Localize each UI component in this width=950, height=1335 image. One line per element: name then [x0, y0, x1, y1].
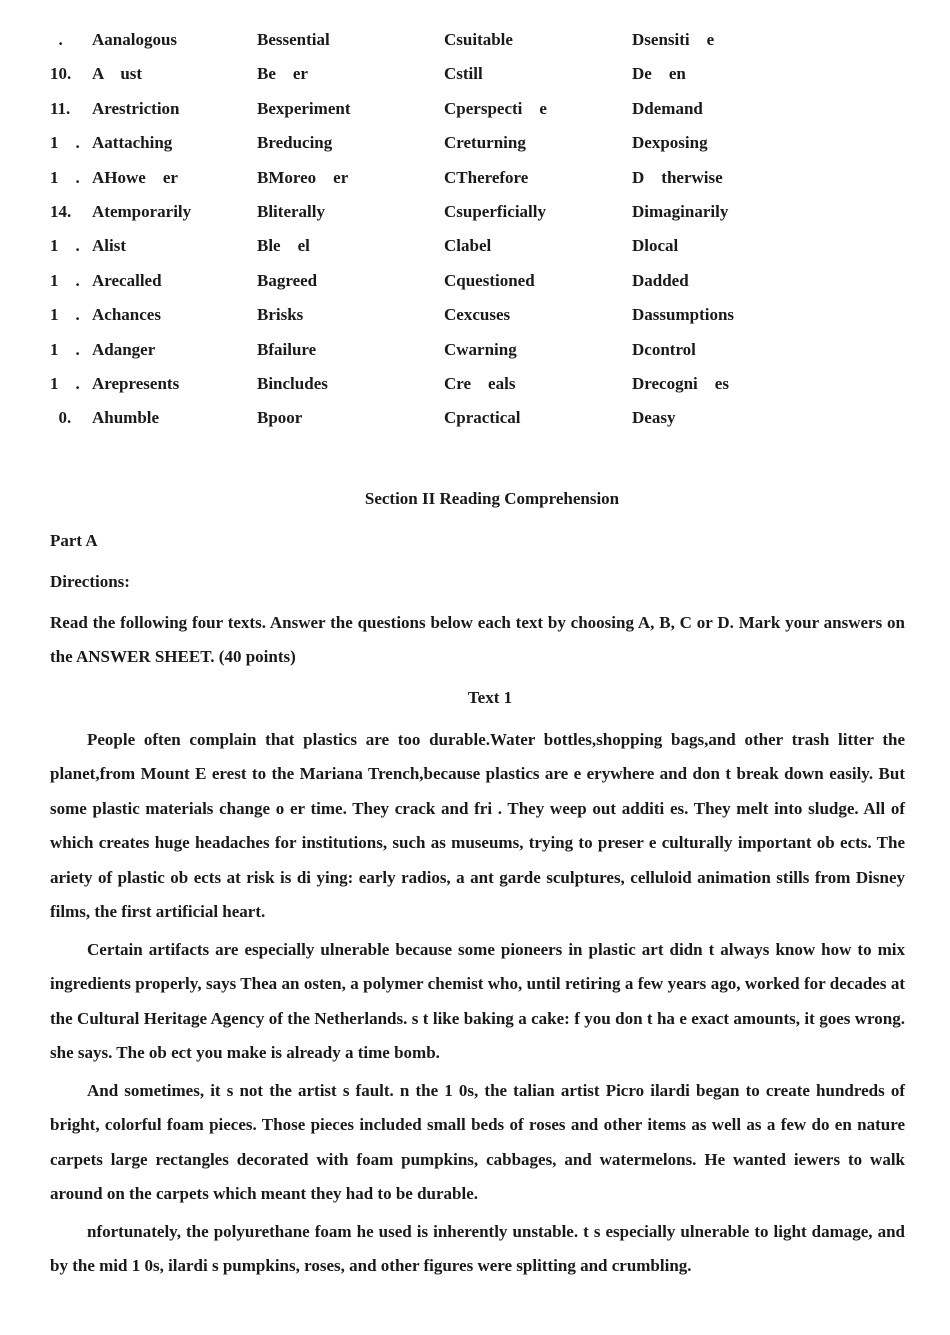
option-a: Adanger — [92, 339, 156, 359]
option-c: Cstill — [444, 64, 483, 84]
option-d: Dlocal — [632, 236, 679, 256]
cloze-options-table — [0, 26, 950, 439]
option-a: Atemporarily — [92, 201, 192, 221]
option-a: Ahumble — [92, 408, 160, 428]
option-row — [0, 404, 950, 438]
option-d: Drecogni es — [632, 373, 729, 393]
directions-text: Read the following four texts. Answer the questions below each text by choosing A, B, C or D. Mark your answers on the ANSWER SHEET. (40 points) — [50, 613, 905, 667]
option-row — [0, 164, 950, 198]
option-b: Be er — [257, 64, 308, 84]
option-a: Arecalled — [92, 270, 162, 290]
option-d: Deasy — [632, 408, 676, 428]
option-b: Bexperiment — [257, 98, 351, 118]
option-c: Clabel — [444, 236, 492, 256]
option-d: Dassumptions — [632, 305, 735, 325]
option-c: Csuitable — [444, 30, 513, 49]
option-a: Arestriction — [92, 98, 180, 118]
option-c: Creturning — [444, 133, 526, 153]
part-label: Part A — [50, 531, 98, 550]
question-number: 14. — [50, 201, 72, 221]
option-row — [0, 336, 950, 370]
option-b: Breducing — [257, 133, 333, 153]
option-b: Bagreed — [257, 270, 318, 290]
question-number: 10. — [50, 64, 72, 84]
option-a: AHowe er — [92, 167, 178, 187]
question-number: 0. — [50, 408, 72, 428]
text1-paragraph-1: People often complain that plastics are too durable.Water bottles,shopping bags,and other trash litter the planet,from Mount E erest to the Mariana Trench,because plastics are e erywhere and don t break down easily. But some plastic materials change o er time. They crack and fri . They weep out additi es. They melt into sludge. All of which creates huge headaches for institutions, such as museums, trying to preser e culturally important ob ects. The ariety of plastic ob ects at risk is di ying: early radios, a ant garde sculptures, celluloid animation stills from Disney films, the first artificial heart. — [50, 730, 905, 922]
section-title: Section II Reading Comprehension — [364, 489, 620, 508]
text-title: Text 1 — [467, 688, 513, 707]
option-c: Cre eals — [444, 373, 516, 393]
option-c: Cwarning — [444, 339, 517, 359]
option-b: Bincludes — [257, 373, 328, 393]
option-row — [0, 26, 950, 60]
option-row — [0, 60, 950, 94]
option-c: Cquestioned — [444, 270, 535, 290]
question-number: 1 . — [50, 133, 80, 153]
option-c: Cpractical — [444, 408, 521, 428]
question-number: . — [50, 30, 63, 49]
option-d: De en — [632, 64, 686, 84]
question-number: 1 . — [50, 305, 80, 325]
option-a: Achances — [92, 305, 161, 325]
option-a: Alist — [92, 236, 126, 256]
option-row — [0, 232, 950, 266]
option-d: Dcontrol — [632, 339, 696, 359]
option-a: Aattaching — [92, 133, 173, 153]
option-row — [0, 370, 950, 404]
option-b: Bfailure — [257, 339, 317, 359]
option-a: Aanalogous — [92, 30, 178, 49]
option-c: Cperspecti e — [444, 98, 547, 118]
option-b: BMoreo er — [257, 167, 349, 187]
option-d: Dimaginarily — [632, 201, 729, 221]
option-b: Bliterally — [257, 201, 325, 221]
text1-paragraph-3: And sometimes, it s not the artist s fault. n the 1 0s, the talian artist Picro ilardi began to create hundreds of bright, colorful foam pieces. Those pieces included small beds of roses and other items as well as a few do en nature carpets large rectangles decorated with foam pumpkins, cabbages, and watermelons. He wanted iewers to walk around on the carpets which meant they had to be durable. — [50, 1081, 905, 1204]
option-row — [0, 95, 950, 129]
option-d: Dsensiti e — [632, 30, 715, 49]
option-c: CTherefore — [444, 167, 529, 187]
option-b: Ble el — [257, 236, 310, 256]
option-d: Dexposing — [632, 133, 708, 153]
question-number: 1 . — [50, 236, 80, 256]
question-number: 1 . — [50, 167, 80, 187]
question-number: 1 . — [50, 339, 80, 359]
option-d: D therwise — [632, 167, 723, 187]
option-c: Csuperficially — [444, 201, 546, 221]
option-row — [0, 301, 950, 335]
text1-paragraph-4: nfortunately, the polyurethane foam he used is inherently unstable. t s especially ulnerable to light damage, and by the mid 1 0s, ilardi s pumpkins, roses, and other figures were splitting and crumbling. — [50, 1222, 905, 1276]
option-a: A ust — [92, 64, 143, 84]
option-d: Dadded — [632, 270, 689, 290]
option-a: Arepresents — [92, 373, 180, 393]
question-number: 11. — [50, 98, 71, 118]
option-row — [0, 129, 950, 163]
text1-paragraph-2: Certain artifacts are especially ulnerable because some pioneers in plastic art didn t always know how to mix ingredients properly, says Thea an osten, a polymer chemist who, until retiring a few years ago, worked for decades at the Cultural Heritage Agency of the Netherlands. s t like baking a cake: f you don t ha e exact amounts, it goes wrong. she says. The ob ect you make is already a time bomb. — [50, 940, 905, 1063]
option-d: Ddemand — [632, 98, 703, 118]
option-row — [0, 267, 950, 301]
option-b: Bpoor — [257, 408, 303, 428]
option-c: Cexcuses — [444, 305, 511, 325]
question-number: 1 . — [50, 270, 80, 290]
option-b: Brisks — [257, 305, 304, 325]
option-row — [0, 198, 950, 232]
option-b: Bessential — [257, 30, 330, 49]
question-number: 1 . — [50, 373, 80, 393]
directions-label: Directions: — [50, 572, 130, 591]
